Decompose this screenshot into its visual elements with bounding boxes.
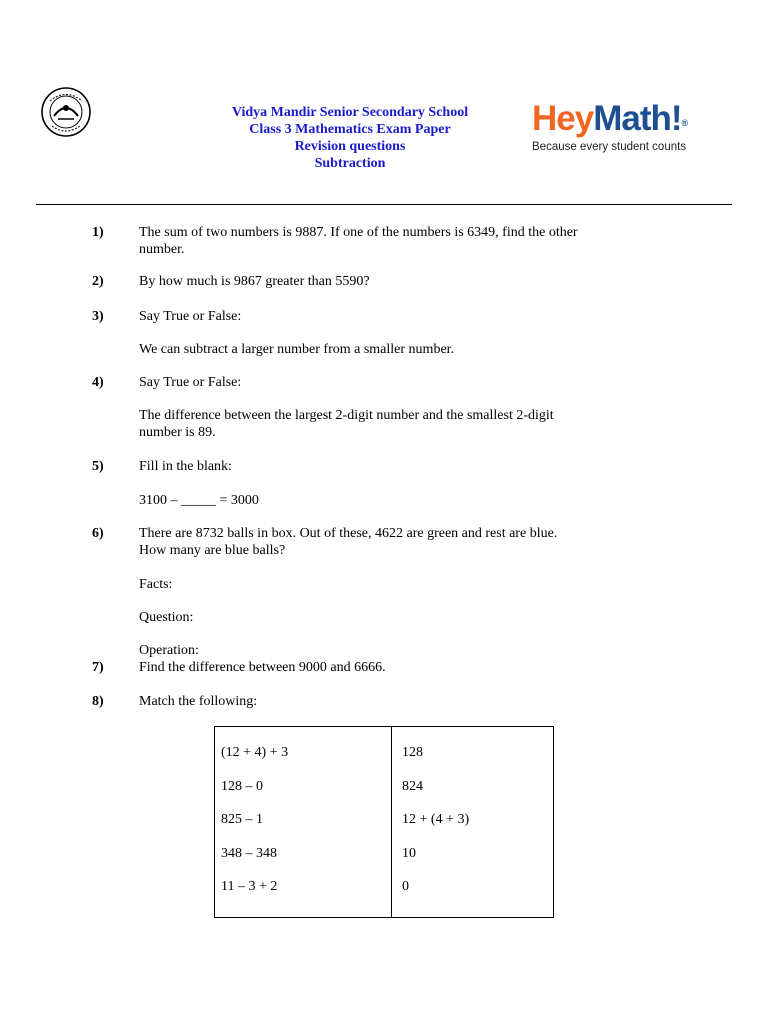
match-right-item: 128 (402, 745, 423, 760)
match-right-item: 12 + (4 + 3) (402, 812, 470, 827)
match-left-item: 825 – 1 (221, 812, 263, 827)
logo-registered-mark: ® (681, 118, 688, 128)
class-title: Class 3 Mathematics Exam Paper (249, 122, 451, 137)
question-line: How many are blue balls? (139, 543, 286, 558)
question-number: 4) (92, 375, 104, 390)
subtitle: Revision questions (294, 139, 406, 154)
logo-hey: Hey (532, 99, 594, 138)
match-left-item: 128 – 0 (221, 779, 263, 794)
match-left-item: (12 + 4) + 3 (221, 745, 289, 760)
heymath-logo (532, 100, 702, 153)
question-line: The difference between the largest 2-digit number and the smallest 2-digit (139, 408, 554, 423)
school-name: Vidya Mandir Senior Secondary School (231, 105, 469, 120)
header-divider (36, 204, 732, 205)
question-line: There are 8732 balls in box. Out of these, 4622 are green and rest are blue. (139, 526, 558, 541)
match-right-item: 10 (402, 846, 416, 861)
question-number: 7) (92, 660, 104, 675)
question-text: Say True or False: (139, 375, 242, 390)
exam-header (190, 104, 510, 172)
question-text (139, 525, 659, 559)
question-number: 1) (92, 225, 104, 240)
question-text: We can subtract a larger number from a smaller number. (139, 342, 455, 357)
match-left-item: 11 – 3 + 2 (221, 879, 278, 894)
question-line: The sum of two numbers is 9887. If one of the numbers is 6349, find the other (139, 225, 578, 240)
question-text: Say True or False: (139, 309, 242, 324)
match-right-item: 0 (402, 879, 409, 894)
question-number: 5) (92, 459, 104, 474)
question-line: number. (139, 242, 185, 257)
question-number: 6) (92, 526, 104, 541)
question-text: By how much is 9867 greater than 5590? (139, 274, 370, 289)
question-text: 3100 – _____ = 3000 (139, 493, 259, 508)
match-right-item: 824 (402, 779, 423, 794)
topic: Subtraction (314, 156, 386, 171)
question-text (139, 407, 659, 441)
question-number: 3) (92, 309, 104, 324)
question-text: Match the following: (139, 694, 258, 709)
question-text: Find the difference between 9000 and 6666. (139, 660, 386, 675)
question-line: number is 89. (139, 425, 216, 440)
question-text: Question: (139, 610, 194, 625)
school-seal-icon (40, 86, 92, 138)
logo-tagline: Because every student counts (532, 141, 687, 153)
question-text (139, 224, 659, 258)
question-text: Operation: (139, 643, 199, 658)
question-text: Facts: (139, 577, 173, 592)
logo-math: Math! (593, 99, 682, 138)
question-number: 8) (92, 694, 104, 709)
match-left-item: 348 – 348 (221, 846, 277, 861)
question-text: Fill in the blank: (139, 459, 232, 474)
question-number: 2) (92, 274, 104, 289)
